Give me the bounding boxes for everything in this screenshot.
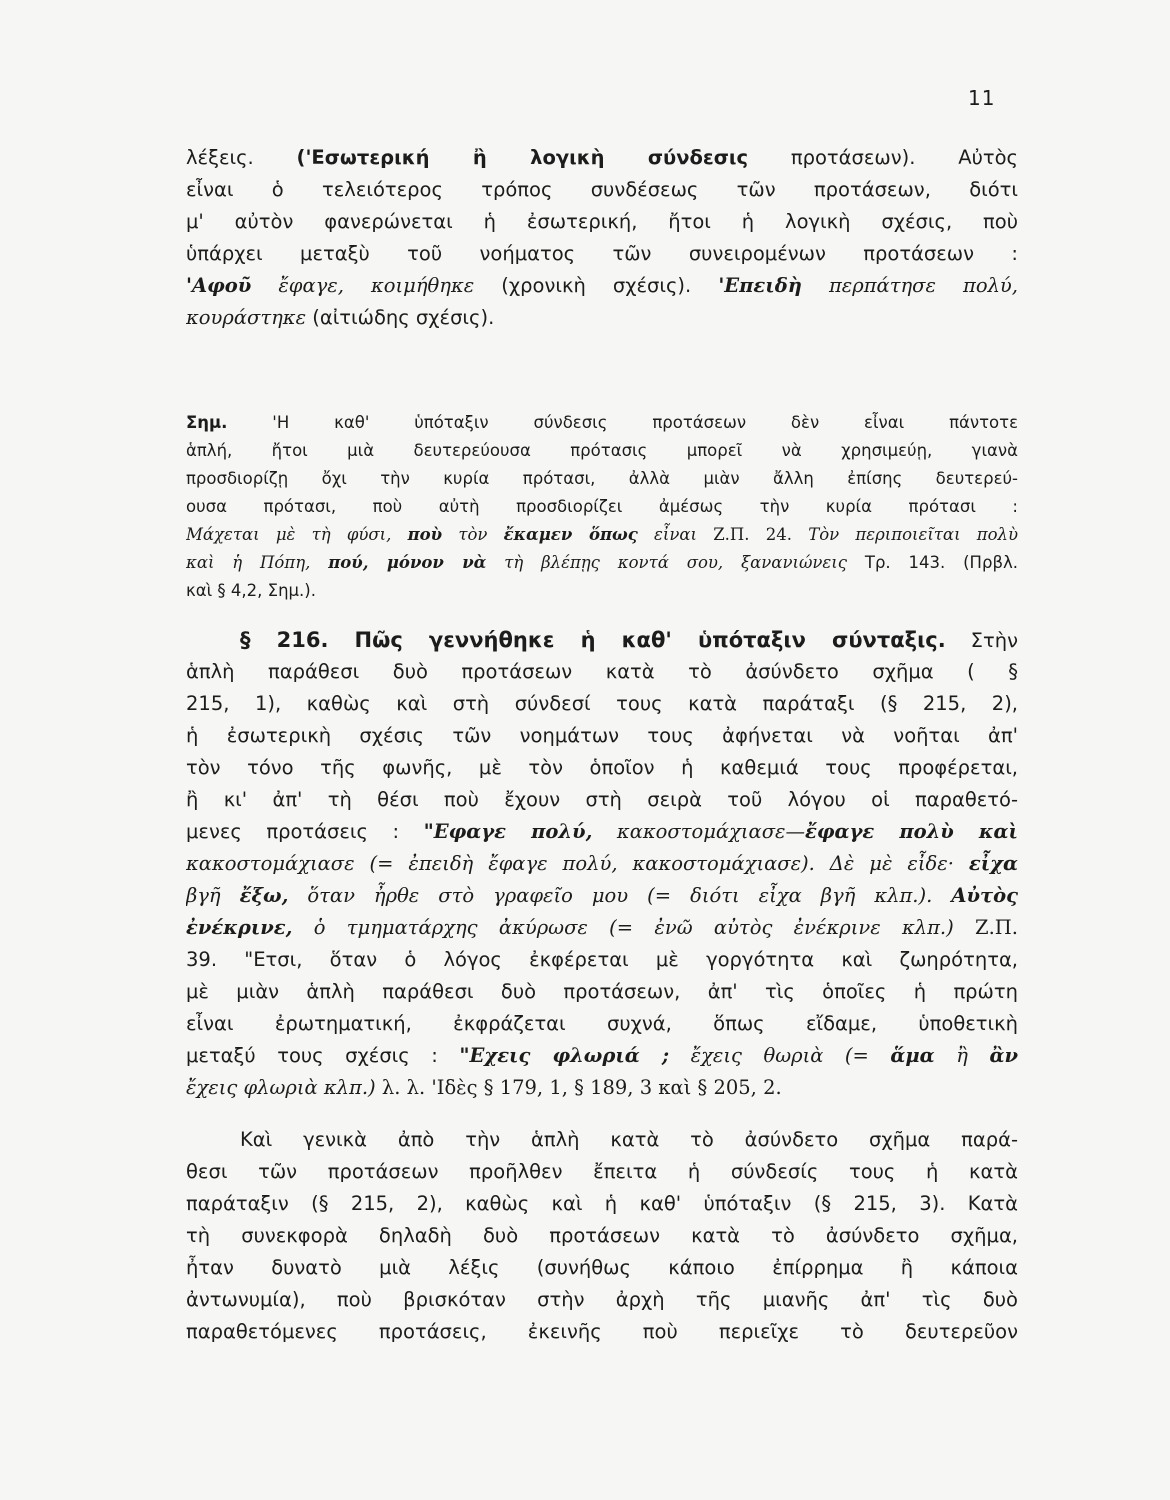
text-line: θεσι τῶν προτάσεων προῆλθεν ἔπειτα ἡ σύνδεσίς τους ἡ κατὰ (186, 1160, 1018, 1183)
text-line: ἡ ἐσωτερικὴ σχέσις τῶν νοημάτων τους ἀφήνεται νὰ νοῆται ἀπ' (186, 724, 1018, 747)
text-line: καὶ § 4,2, Σημ.). (186, 581, 316, 600)
text-line: μεταξύ τους σχέσις : "Εχεις φλωριά ; ἔχεις θωριὰ (= ἅμα ἢ ἂν (186, 1044, 1018, 1067)
section-heading-line: § 216. Πῶς γεννήθηκε ἡ καθ' ὑπόταξιν σύνταξις. Στὴν (240, 628, 1018, 652)
text-line: Καὶ γενικὰ ἀπὸ τὴν ἁπλὴ κατὰ τὸ ἀσύνδετο σχῆμα παρά- (240, 1128, 1018, 1151)
text-line: ἀντωνυμία), ποὺ βρισκόταν στὴν ἀρχὴ τῆς μιανῆς ἀπ' τὶς δυὸ (186, 1288, 1018, 1311)
section-heading: § 216. Πῶς γεννήθηκε ἡ καθ' ὑπόταξιν σύνταξις. (240, 628, 946, 652)
text-line: εἶναι ἐρωτηματική, ἐκφράζεται συχνά, ὅπως εἴδαμε, ὑποθετικὴ (186, 1012, 1018, 1035)
text-line: 39. "Ετσι, ὅταν ὁ λόγος ἐκφέρεται μὲ γοργότητα καὶ ζωηρότητα, (186, 948, 1018, 971)
text-line: λέξεις. ('Εσωτερική ἢ λογικὴ σύνδεσις προτάσεων). Αὐτὸς (186, 146, 1018, 169)
text-line: καὶ ἡ Πόπη, πού, μόνον νὰ τὴ βλέπῃς κοντά σου, ξανανιώνεις Τρ. 143. (Πρβλ. (186, 553, 1018, 572)
page-number: 11 (968, 86, 996, 110)
text-line: ἔχεις φλωριὰ κλπ.) λ. λ. 'Ιδὲς § 179, 1, § 189, 3 καὶ § 205, 2. (186, 1076, 782, 1099)
text-line: μὲ μιὰν ἁπλὴ παράθεσι δυὸ προτάσεων, ἀπ' τὶς ὁποῖες ἡ πρώτη (186, 980, 1018, 1003)
text-line: τὸν τόνο τῆς φωνῆς, μὲ τὸν ὁποῖον ἡ καθεμιά τους προφέρεται, (186, 756, 1018, 779)
text-line: βγῆ ἔξω, ὅταν ἦρθε στὸ γραφεῖο μου (= διότι εἶχα βγῆ κλπ.). Αὐτὸς (186, 884, 1018, 907)
text-line: Μάχεται μὲ τὴ φύσι, ποὺ τὸν ἔκαμεν ὅπως εἶναι Ζ.Π. 24. Τὸν περιποιεῖται πολὺ (186, 525, 1018, 544)
text-line: ἢ κι' ἀπ' τὴ θέσι ποὺ ἔχουν στὴ σειρὰ τοῦ λόγου οἱ παραθετό- (186, 788, 1018, 811)
text-line: κακοστομάχιασε (= ἐπειδὴ ἔφαγε πολύ, κακοστομάχιασε). Δὲ μὲ εἶδε· εἶχα (186, 852, 1018, 875)
text-line: παραθετόμενες προτάσεις, ἐκεινῆς ποὺ περιεῖχε τὸ δευτερεῦον (186, 1320, 1018, 1343)
section-216 (186, 624, 1018, 1104)
text-line: μενες προτάσεις : "Εφαγε πολύ, κακοστομάχιασε—ἔφαγε πολὺ καὶ (186, 820, 1018, 843)
note-block (186, 409, 1018, 605)
text-line: παράταξιν (§ 215, 2), καθὼς καὶ ἡ καθ' ὑπόταξιν (§ 215, 3). Κατὰ (186, 1192, 1018, 1215)
text-line: 215, 1), καθὼς καὶ στὴ σύνδεσί τους κατὰ παράταξι (§ 215, 2), (186, 692, 1018, 715)
text-line: μ' αὐτὸν φανερώνεται ἡ ἐσωτερική, ἤτοι ἡ λογικὴ σχέσις, ποὺ (186, 210, 1018, 233)
text-line: ἁπλὴ παράθεσι δυὸ προτάσεων κατὰ τὸ ἀσύνδετο σχῆμα ( § (186, 660, 1018, 683)
text-line: ὑπάρχει μεταξὺ τοῦ νοήματος τῶν συνειρομένων προτάσεων : (186, 242, 1018, 265)
text-line: ἁπλή, ἤτοι μιὰ δευτερεύουσα πρότασις μπορεῖ νὰ χρησιμεύῃ, γιανὰ (186, 441, 1018, 460)
paragraph-inner-connection (186, 142, 1018, 334)
text-line: κουράστηκε (αἰτιώδης σχέσις). (186, 306, 495, 329)
paragraph-general (186, 1124, 1018, 1348)
text-line: Σημ. 'Η καθ' ὑπόταξιν σύνδεσις προτάσεων δὲν εἶναι πάντοτε (186, 413, 1018, 432)
text-line: ἦταν δυνατὸ μιὰ λέξις (συνήθως κάποιο ἐπίρρημα ἢ κάποια (186, 1256, 1018, 1279)
text-line: προσδιορίζῃ ὄχι τὴν κυρία πρότασι, ἀλλὰ μιὰν ἄλλη ἐπίσης δευτερεύ- (186, 469, 1018, 488)
text-line: ἐνέκρινε, ὁ τμηματάρχης ἀκύρωσε (= ἐνῶ αὐτὸς ἐνέκρινε κλπ.) Ζ.Π. (186, 916, 1018, 939)
text-line: εἶναι ὁ τελειότερος τρόπος συνδέσεως τῶν προτάσεων, διότι (186, 178, 1018, 201)
text-line: ουσα πρότασι, ποὺ αὐτὴ προσδιορίζει ἀμέσως τὴν κυρία πρότασι : (186, 497, 1018, 516)
text-line: 'Αφοῦ ἔφαγε, κοιμήθηκε (χρονικὴ σχέσις). 'Επειδὴ περπάτησε πολύ, (186, 274, 1018, 297)
text-line: τὴ συνεκφορὰ δηλαδὴ δυὸ προτάσεων κατὰ τὸ ἀσύνδετο σχῆμα, (186, 1224, 1018, 1247)
